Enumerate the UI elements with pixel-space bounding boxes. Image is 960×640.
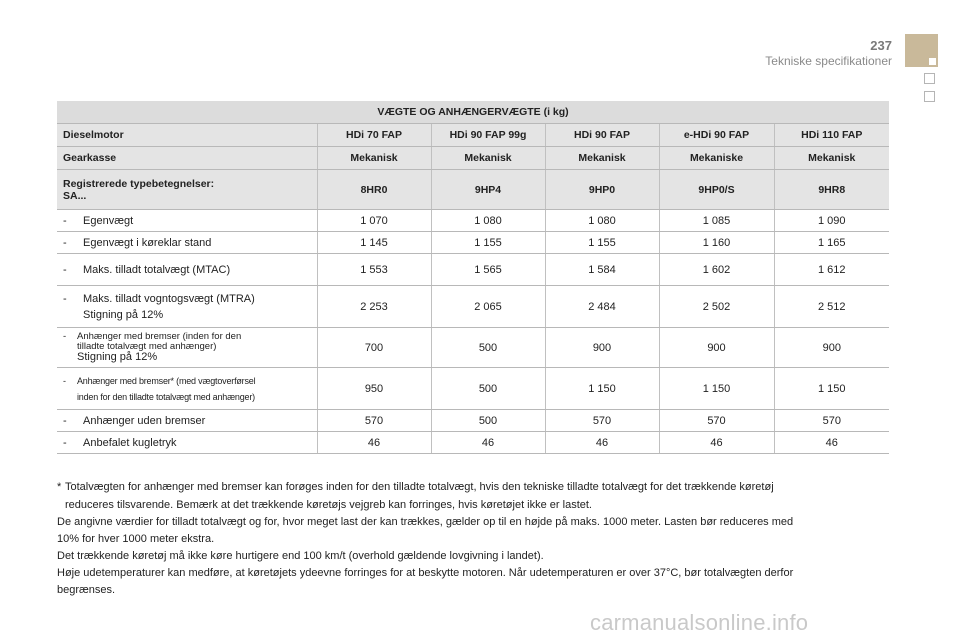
value-cell: 46: [317, 432, 431, 454]
type-label-line1: Registrerede typebetegnelser:: [63, 177, 215, 190]
value-cell: 900: [659, 328, 774, 368]
value-cell: 1 155: [545, 232, 659, 254]
engine-col: HDi 90 FAP 99g: [431, 124, 545, 147]
type-cell: 9HP0/S: [659, 170, 774, 210]
value-cell: 1 090: [774, 210, 889, 232]
page-number: 237: [870, 38, 892, 53]
type-label: [57, 170, 317, 210]
value-cell: 1 602: [659, 254, 774, 286]
value-cell: 570: [774, 410, 889, 432]
value-cell: 500: [431, 410, 545, 432]
table-row: [57, 254, 889, 286]
gearbox-cell: Mekanisk: [317, 147, 431, 170]
value-cell: 1 150: [774, 368, 889, 410]
row-sublabel: Stigning på 12%: [83, 308, 164, 321]
table-row: [57, 410, 889, 432]
value-cell: 1 070: [317, 210, 431, 232]
value-cell: 1 553: [317, 254, 431, 286]
value-cell: 570: [545, 410, 659, 432]
row-label: - Egenvægt: [57, 210, 317, 232]
value-cell: 950: [317, 368, 431, 410]
type-cell: 9HP4: [431, 170, 545, 210]
chapter-title: Tekniske specifikationer: [765, 54, 892, 68]
value-cell: 500: [431, 328, 545, 368]
gearbox-cell: Mekanisk: [774, 147, 889, 170]
value-cell: 1 612: [774, 254, 889, 286]
value-cell: 700: [317, 328, 431, 368]
engine-col: HDi 70 FAP: [317, 124, 431, 147]
table-row: [57, 432, 889, 454]
row-label: - Anhænger med bremser (inden for den tilladte totalvægt med anhænger) Stigning på 12%: [57, 328, 317, 368]
weights-table: [57, 101, 889, 454]
engine-label: Dieselmotor: [57, 124, 317, 147]
value-cell: 900: [774, 328, 889, 368]
gearbox-cell: Mekanisk: [431, 147, 545, 170]
watermark: carmanualsonline.info: [590, 610, 809, 635]
note-paragraph: Det trækkende køretøj må ikke køre hurtigere end 100 km/t (overhold gældende lovgivning i landet).: [57, 550, 544, 562]
value-cell: 1 150: [545, 368, 659, 410]
gearbox-cell: Mekaniske: [659, 147, 774, 170]
tab-dot-icon: [929, 58, 936, 65]
row-label: - Egenvægt i køreklar stand: [57, 232, 317, 254]
footnote-line2: reduceres tilsvarende. Bemærk at det trækkende køretøjs vejgreb kan forringes, hvis køretøjet ikke er lastet.: [65, 499, 592, 511]
note-paragraph: De angivne værdier for tilladt totalvægt og for, hvor meget last der kan trækkes, gælder op til en højde på maks. 1000 meter. Lasten bør reduceres med 10% for hver 1000 meter ekstra.: [57, 516, 794, 545]
table-title: VÆGTE OG ANHÆNGERVÆGTE (i kg): [57, 101, 889, 124]
value-cell: 1 080: [431, 210, 545, 232]
value-cell: 2 065: [431, 286, 545, 328]
value-cell: 1 160: [659, 232, 774, 254]
value-cell: 1 145: [317, 232, 431, 254]
value-cell: 46: [659, 432, 774, 454]
footnote: [57, 478, 887, 514]
value-cell: 570: [659, 410, 774, 432]
value-cell: 570: [317, 410, 431, 432]
row-label: - Maks. tilladt vogntogsvægt (MTRA) Stigning på 12%: [57, 286, 317, 328]
type-cell: 9HP0: [545, 170, 659, 210]
value-cell: 1 080: [545, 210, 659, 232]
engine-col: HDi 90 FAP: [545, 124, 659, 147]
value-cell: 2 253: [317, 286, 431, 328]
gearbox-label: Gearkasse: [57, 147, 317, 170]
type-cell: 9HR8: [774, 170, 889, 210]
table-row: [57, 232, 889, 254]
table-row: [57, 286, 889, 328]
row-label: - Anhænger med bremser* (med vægtoverførsel inden for den tilladte totalvægt med anhænger): [57, 368, 317, 410]
value-cell: 1 165: [774, 232, 889, 254]
value-cell: 2 502: [659, 286, 774, 328]
engine-col: HDi 110 FAP: [774, 124, 889, 147]
chapter-tab-active[interactable]: [905, 34, 938, 67]
value-cell: 46: [545, 432, 659, 454]
value-cell: 1 085: [659, 210, 774, 232]
chapter-tab[interactable]: [924, 91, 935, 102]
footnote-line1: Totalvægten for anhænger med bremser kan forøges inden for den tilladte totalvægt, hvis den tekniske tilladte totalvægt for det trækkende køretøj: [65, 481, 774, 493]
value-cell: 46: [774, 432, 889, 454]
table-row: [57, 368, 889, 410]
table-row: [57, 328, 889, 368]
value-cell: 900: [545, 328, 659, 368]
gearbox-cell: Mekanisk: [545, 147, 659, 170]
table-row: [57, 210, 889, 232]
notes-section: [57, 514, 897, 599]
value-cell: 1 150: [659, 368, 774, 410]
type-label-line2: SA...: [63, 189, 87, 202]
value-cell: 2 484: [545, 286, 659, 328]
engine-col: e-HDi 90 FAP: [659, 124, 774, 147]
value-cell: 1 584: [545, 254, 659, 286]
value-cell: 46: [431, 432, 545, 454]
type-cell: 8HR0: [317, 170, 431, 210]
chapter-tab[interactable]: [924, 73, 935, 84]
row-sublabel: Stigning på 12%: [77, 351, 158, 363]
value-cell: 1 155: [431, 232, 545, 254]
value-cell: 500: [431, 368, 545, 410]
value-cell: 2 512: [774, 286, 889, 328]
value-cell: 1 565: [431, 254, 545, 286]
row-label: - Anbefalet kugletryk: [57, 432, 317, 454]
note-paragraph: Høje udetemperaturer kan medføre, at køretøjets ydeevne forringes for at beskytte motoren. Når udetemperaturen er over 37°C, bør totalvægten derfor begrænses.: [57, 567, 794, 596]
footnote-star: *: [57, 481, 62, 493]
row-label: - Maks. tilladt totalvægt (MTAC): [57, 254, 317, 286]
row-label: - Anhænger uden bremser: [57, 410, 317, 432]
